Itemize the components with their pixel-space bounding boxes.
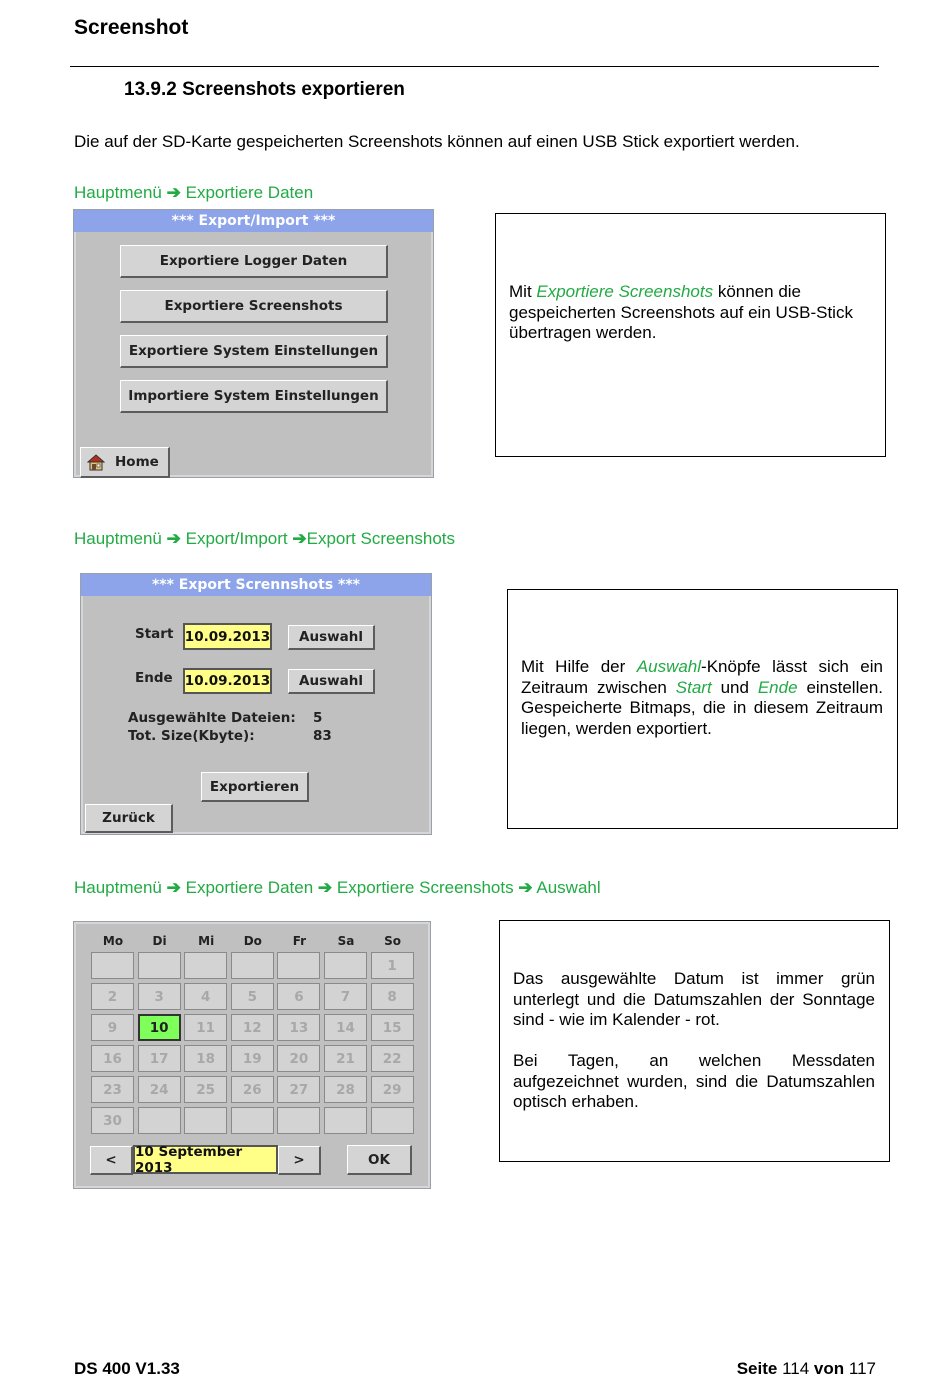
crumb-item: Exportiere Daten (185, 183, 314, 202)
selected-files-value: 5 (313, 710, 323, 726)
calendar-empty-cell (91, 952, 134, 979)
calendar-day[interactable]: 9 (91, 1014, 134, 1041)
calendar-day[interactable]: 2 (91, 983, 134, 1010)
calendar-empty-cell (138, 1107, 181, 1134)
calendar-day[interactable]: 18 (184, 1045, 227, 1072)
arrow-right-icon: ➔ (518, 878, 533, 897)
selected-files-label: Ausgewählte Dateien: (128, 710, 296, 726)
weekday-header: So (384, 934, 402, 948)
calendar-day[interactable]: 5 (231, 983, 274, 1010)
crumb-item: Hauptmenü (74, 878, 162, 897)
calendar-day[interactable]: 30 (91, 1107, 134, 1134)
calendar-day[interactable]: 8 (371, 983, 414, 1010)
crumb-item: Export/Import (185, 529, 288, 548)
calendar-day[interactable]: 22 (371, 1045, 414, 1072)
calendar-day[interactable]: 7 (324, 983, 367, 1010)
export-screenshots-screen (80, 573, 432, 835)
section-title: 13.9.2 Screenshots exportieren (124, 79, 405, 100)
calendar-day[interactable]: 24 (138, 1076, 181, 1103)
current-month-label: 10 September 2013 (133, 1145, 278, 1174)
breadcrumb-1 (74, 183, 313, 203)
end-select-button[interactable]: Auswahl (288, 669, 375, 694)
note-emphasis: Auswahl (636, 657, 702, 676)
weekday-header: Fr (292, 934, 307, 948)
next-month-button[interactable]: > (278, 1146, 321, 1175)
calendar-day[interactable]: 16 (91, 1045, 134, 1072)
calendar-day[interactable]: 15 (371, 1014, 414, 1041)
total-size-value: 83 (313, 728, 332, 744)
export-button[interactable]: Exportieren (201, 772, 309, 802)
footer-version: DS 400 V1.33 (74, 1359, 180, 1378)
calendar-day[interactable]: 6 (277, 983, 320, 1010)
home-button[interactable] (80, 447, 170, 478)
start-select-button[interactable]: Auswahl (288, 625, 375, 650)
footer-seite: Seite (736, 1359, 778, 1378)
weekday-header: Mo (102, 934, 124, 948)
note-emphasis: Exportiere Screenshots (536, 282, 714, 301)
breadcrumb-3 (74, 878, 601, 898)
calendar-empty-cell (277, 1107, 320, 1134)
import-system-settings-button[interactable]: Importiere System Einstellungen (120, 380, 388, 413)
calendar-day[interactable]: 14 (324, 1014, 367, 1041)
footer-page-number: 114 (782, 1359, 810, 1378)
calendar-empty-cell (371, 1107, 414, 1134)
crumb-item: Auswahl (536, 878, 601, 897)
total-size-label: Tot. Size(Kbyte): (128, 728, 255, 744)
calendar-day[interactable]: 29 (371, 1076, 414, 1103)
note-text-part: Mit (509, 282, 537, 301)
page-header-title: Screenshot (74, 16, 189, 39)
calendar-empty-cell (324, 1107, 367, 1134)
weekday-header: Sa (337, 934, 355, 948)
arrow-right-icon: ➔ (166, 878, 181, 897)
calendar-day[interactable]: 25 (184, 1076, 227, 1103)
calendar-day[interactable]: 4 (184, 983, 227, 1010)
calendar-empty-cell (184, 1107, 227, 1134)
intro-text: Die auf der SD-Karte gespeicherten Screenshots können auf einen USB Stick exportiert werden. (74, 132, 800, 151)
note-text-part: Mit Hilfe der (521, 657, 637, 676)
calendar-day[interactable]: 11 (184, 1014, 227, 1041)
ok-button[interactable]: OK (347, 1145, 412, 1175)
calendar-day[interactable]: 3 (138, 983, 181, 1010)
export-system-settings-button[interactable]: Exportiere System Einstellungen (120, 335, 388, 368)
calendar-day[interactable]: 19 (231, 1045, 274, 1072)
arrow-right-icon: ➔ (292, 529, 307, 548)
screen-titlebar: *** Export/Import *** (74, 210, 433, 232)
note-2-text (521, 657, 883, 739)
note-emphasis: Start (675, 677, 712, 697)
calendar-day[interactable]: 27 (277, 1076, 320, 1103)
calendar-empty-cell (231, 1107, 274, 1134)
calendar-day[interactable]: 28 (324, 1076, 367, 1103)
weekday-header: Mi (198, 934, 215, 948)
calendar-day[interactable]: 17 (138, 1045, 181, 1072)
calendar-screen (73, 921, 431, 1189)
crumb-item: Hauptmenü (74, 183, 162, 202)
note-text-part: -Knöpfe lässt sich ein Zeitraum zwischen (521, 657, 883, 697)
crumb-item: Exportiere Daten (185, 878, 314, 897)
note-emphasis: Ende (757, 677, 798, 697)
calendar-day[interactable]: 23 (91, 1076, 134, 1103)
end-label: Ende (135, 670, 173, 686)
note-text-part: einstellen. Gespeicherte Bitmaps, die in diesem Zeitraum liegen, werden exportiert. (521, 677, 883, 738)
arrow-right-icon: ➔ (166, 183, 181, 202)
note-text-part: und (711, 677, 758, 697)
crumb-item: Hauptmenü (74, 529, 162, 548)
calendar-day[interactable]: 10 (138, 1014, 181, 1041)
weekday-header: Do (243, 934, 262, 948)
calendar-empty-cell (184, 952, 227, 979)
start-date-field[interactable]: 10.09.2013 (183, 623, 272, 650)
note-1-text (509, 282, 871, 344)
weekday-header: Di (152, 934, 167, 948)
back-button[interactable]: Zurück (85, 804, 173, 833)
calendar-empty-cell (138, 952, 181, 979)
calendar-day[interactable]: 13 (277, 1014, 320, 1041)
arrow-right-icon: ➔ (166, 529, 181, 548)
note-3-paragraph-2: Bei Tagen, an welchen Messdaten aufgezeichnet wurden, sind die Datumszahlen optisch erhaben. (513, 1051, 875, 1111)
footer-von: von (813, 1359, 845, 1378)
breadcrumb-2 (74, 529, 455, 549)
note-3-paragraph-1: Das ausgewählte Datum ist immer grün unterlegt und die Datumszahlen der Sonntage sind - wie im Kalender - rot. (513, 969, 875, 1029)
calendar-empty-cell (231, 952, 274, 979)
arrow-right-icon: ➔ (317, 878, 333, 897)
export-import-screen (73, 209, 434, 478)
calendar-day[interactable]: 20 (277, 1045, 320, 1072)
note-text-part: können die gespeicherten Screenshots auf ein USB-Stick übertragen werden. (509, 282, 853, 342)
crumb-item: Export Screenshots (306, 529, 455, 548)
footer-page-info (737, 1359, 876, 1379)
calendar-day[interactable]: 1 (371, 952, 414, 979)
calendar-empty-cell (277, 952, 320, 979)
calendar-day[interactable]: 12 (231, 1014, 274, 1041)
home-button-label: Home (115, 454, 159, 470)
calendar-day[interactable]: 26 (231, 1076, 274, 1103)
export-screenshots-button[interactable]: Exportiere Screenshots (120, 290, 388, 323)
prev-month-button[interactable]: < (90, 1146, 133, 1175)
calendar-day[interactable]: 21 (324, 1045, 367, 1072)
header-rule (70, 66, 879, 67)
start-label: Start (135, 626, 174, 642)
note-box-3 (499, 920, 890, 1162)
export-logger-data-button[interactable]: Exportiere Logger Daten (120, 245, 388, 278)
end-date-field[interactable]: 10.09.2013 (183, 668, 272, 694)
screen-titlebar: *** Export Scrennshots *** (81, 574, 431, 596)
footer-total-pages: 117 (848, 1359, 876, 1378)
note-box-2 (507, 589, 898, 829)
crumb-item: Exportiere Screenshots (336, 878, 514, 897)
home-icon (87, 453, 105, 471)
note-box-1 (495, 213, 886, 457)
calendar-empty-cell (324, 952, 367, 979)
